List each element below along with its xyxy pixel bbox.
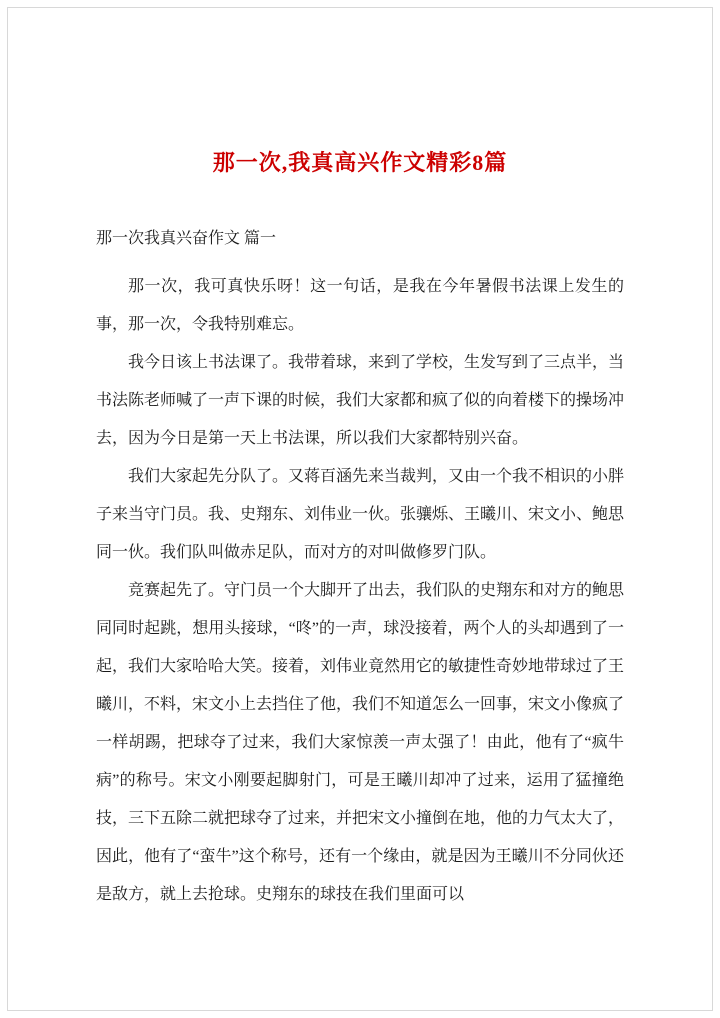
document-content xyxy=(8,8,712,914)
document-page xyxy=(7,7,713,1011)
page-title: 那一次,我真高兴作文精彩8篇 xyxy=(212,150,508,175)
paragraph: 我们大家起先分队了。又蒋百涵先来当裁判，又由一个我不相识的小胖子来当守门员。我、史翔东、刘伟业一伙。张骧烁、王曦川、宋文小、鲍思同一伙。我们队叫做赤足队，而对方的对叫做修罗门队。 xyxy=(96,468,625,561)
essay-body xyxy=(96,268,624,914)
section-heading: 那一次我真兴奋作文 篇一 xyxy=(96,230,277,247)
paragraph: 那一次，我可真快乐呀！这一句话，是我在今年暑假书法课上发生的事，那一次，令我特别难忘。 xyxy=(96,278,624,333)
paragraph: 竞赛起先了。守门员一个大脚开了出去，我们队的史翔东和对方的鲍思同同时起跳，想用头接球，“咚”的一声，球没接着，两个人的头却遇到了一起，我们大家哈哈大笑。接着，刘伟业竟然用它的敏捷性奇妙地带球过了王曦川，不料，宋文小上去挡住了他，我们不知道怎么一回事，宋文小像疯了一样胡踢，把球夺了过来，我们大家惊羡一声太强了！由此，他有了“疯牛病”的称号。宋文小刚要起脚射门，可是王曦川却冲了过来，运用了猛撞绝技，三下五除二就把球夺了过来，并把宋文小撞倒在地，他的力气太大了，因此，他有了“蛮牛”这个称号，还有一个缘由，就是因为王曦川不分同伙还是敌方，就上去抢球。史翔东的球技在我们里面可以 xyxy=(96,582,625,903)
paragraph: 我今日该上书法课了。我带着球，来到了学校，生发写到了三点半，当书法陈老师喊了一声下课的时候，我们大家都和疯了似的向着楼下的操场冲去，因为今日是第一天上书法课，所以我们大家都特别兴奋。 xyxy=(96,354,625,447)
